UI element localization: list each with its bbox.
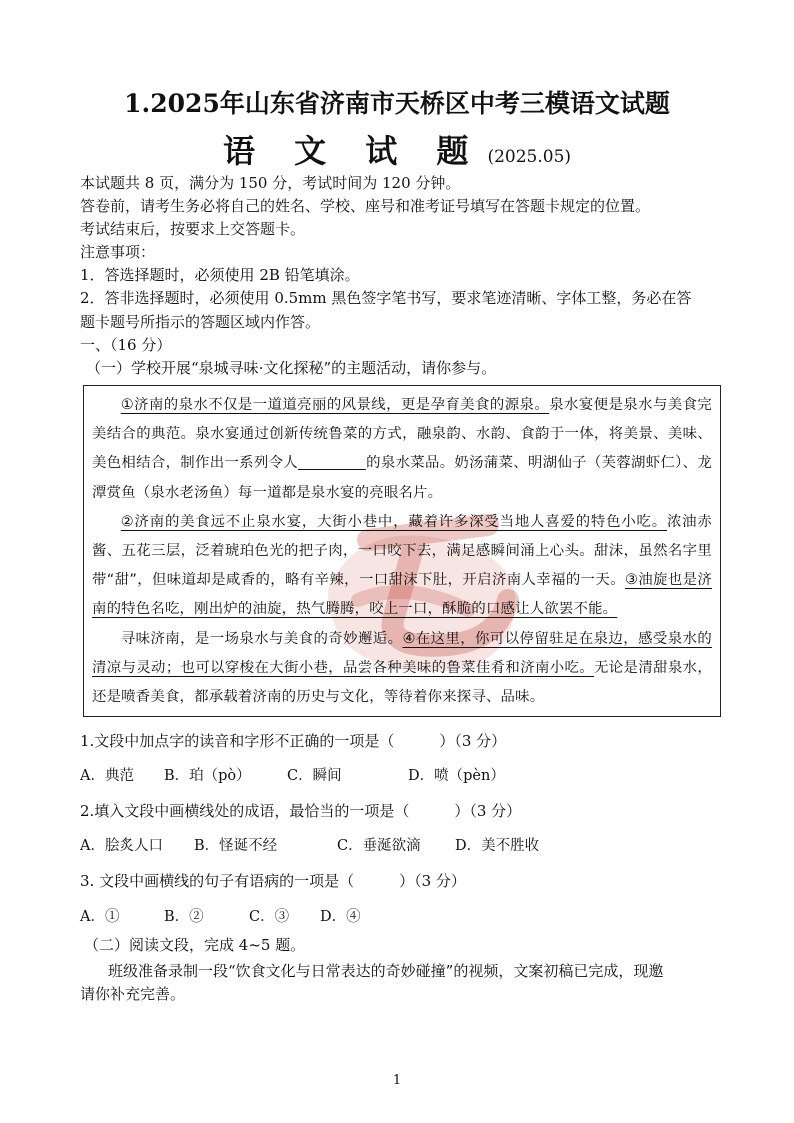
question-1-option-c[interactable]: C．瞬间 — [287, 768, 342, 784]
reading-passage — [83, 385, 721, 717]
part-two-heading: （二）阅读文段，完成 4~5 题。 — [84, 936, 306, 954]
question-2-option-d[interactable]: D．美不胜收 — [455, 838, 540, 854]
question-2-option-c[interactable]: C．垂涎欲滴 — [337, 838, 421, 854]
notice-item-2: 2．答非选择题时，必须使用 0.5mm 黑色签字笔书写，要求笔迹清晰、字体工整，务必在答 — [80, 289, 692, 307]
p3-text-after: 无论是清甜泉水，还是喷香美食，都承载着济南的历史与文化，等待着你来探寻、品味。 — [92, 659, 712, 706]
underlined-sentence-2: ②济南的美食远不止泉水宴，大街小巷中，藏着许多深受当地人喜爱的特色小吃。 — [120, 513, 667, 530]
exam-main-title: 1.2025年山东省济南市天桥区中考三模语文试题 — [124, 89, 670, 118]
part-two-intro-line-2: 请你补充完善。 — [80, 985, 186, 1003]
notice-item-2-cont: 题卡题号所指示的答题区域内作答。 — [80, 313, 321, 331]
question-3-option-a[interactable]: A．① — [80, 909, 120, 925]
p2-text: 浓油赤酱、五花三层，泛着琥珀色光的把子肉，一口咬下去，满足感瞬间涌上心头。甜沫，虽然名字里带“甜”，但味道却是咸香的，略有辛辣，一口甜沫下肚，开启济南人幸福的一天。 — [92, 513, 712, 589]
question-1-stem: 1.文段中加点字的读音和字形不正确的一项是（ ）（3 分） — [80, 732, 507, 750]
question-1-option-b[interactable]: B．珀（pò） — [164, 768, 251, 784]
notice-item-1: 1．答选择题时，必须使用 2B 铅笔填涂。 — [80, 266, 360, 284]
question-3-option-d[interactable]: D．④ — [320, 909, 361, 925]
underlined-sentence-4: ④在这里，你可以停留驻足在泉边，感受泉水的清凉与灵动；也可以穿梭在大街小巷，品尝各种美味的鲁菜佳肴和济南小吃。 — [92, 630, 712, 676]
question-3-stem: 3. 文段中画横线的句子有语病的一项是（ ）（3 分） — [80, 872, 466, 890]
fill-blank — [298, 453, 366, 470]
part-one-heading: （一）学校开展“泉城寻味·文化探秘”的主题活动，请你参与。 — [86, 359, 497, 377]
section-one-heading: 一、（16 分） — [80, 336, 172, 354]
question-3-option-b[interactable]: B．② — [164, 909, 204, 925]
p3-text-before: 寻味济南，是一场泉水与美食的奇妙邂逅。 — [120, 630, 403, 647]
question-2-stem: 2.填入文段中画横线处的成语，最恰当的一项是（ ）（3 分） — [80, 802, 522, 820]
subtitle-date: (2025.05) — [487, 147, 572, 167]
question-1-option-a[interactable]: A．典范 — [80, 768, 134, 784]
passage-paragraph-2 — [92, 508, 712, 625]
intro-line-3: 考试结束后，按要求上交答题卡。 — [80, 220, 306, 238]
p1-text-after-blank: 的泉水菜品。奶汤蒲菜、明湖仙子（芙蓉湖虾仁）、龙潭赏鱼（泉水老汤鱼）每一道都是泉水宴的亮眼名片。 — [92, 455, 712, 501]
notice-heading: 注意事项： — [80, 243, 156, 261]
part-two-intro-line-1: 班级准备录制一段“饮食文化与日常表达的奇妙碰撞”的视频，文案初稿已完成，现邀 — [108, 962, 664, 980]
question-2-option-a[interactable]: A．脍炙人口 — [80, 838, 163, 854]
underlined-sentence-3: ③油旋也是济南的特色名吃，刚出炉的油旋，热气腾腾，咬上一口，酥脆的口感让人欲罢不能。 — [92, 572, 712, 618]
passage-paragraph-1 — [92, 391, 712, 508]
intro-line-2: 答卷前，请考生务必将自己的姓名、学校、座号和准考证号填写在答题卡规定的位置。 — [80, 197, 651, 215]
subtitle-text: 语 文 试 题 — [222, 132, 483, 170]
intro-line-1: 本试题共 8 页，满分为 150 分，考试时间为 120 分钟。 — [80, 174, 461, 192]
p1-text: 泉水宴便是泉水与美食完美结合的典范。泉水宴通过创新传统鲁菜的方式，融泉韵、水韵、食韵于一体，将美景、美味、美色相结合，制作出一系列令人 — [92, 397, 713, 472]
underlined-sentence-1: ①济南的泉水不仅是一道道亮丽的风景线，更是孕育美食的源泉。 — [120, 397, 550, 413]
question-1-option-d[interactable]: D．喷（pèn） — [408, 768, 505, 784]
question-2-option-b[interactable]: B．怪诞不经 — [194, 838, 278, 854]
exam-subtitle — [0, 126, 794, 172]
question-3-option-c[interactable]: C．③ — [249, 909, 290, 925]
page-number: 1 — [392, 1073, 402, 1088]
passage-paragraph-3 — [92, 625, 712, 713]
